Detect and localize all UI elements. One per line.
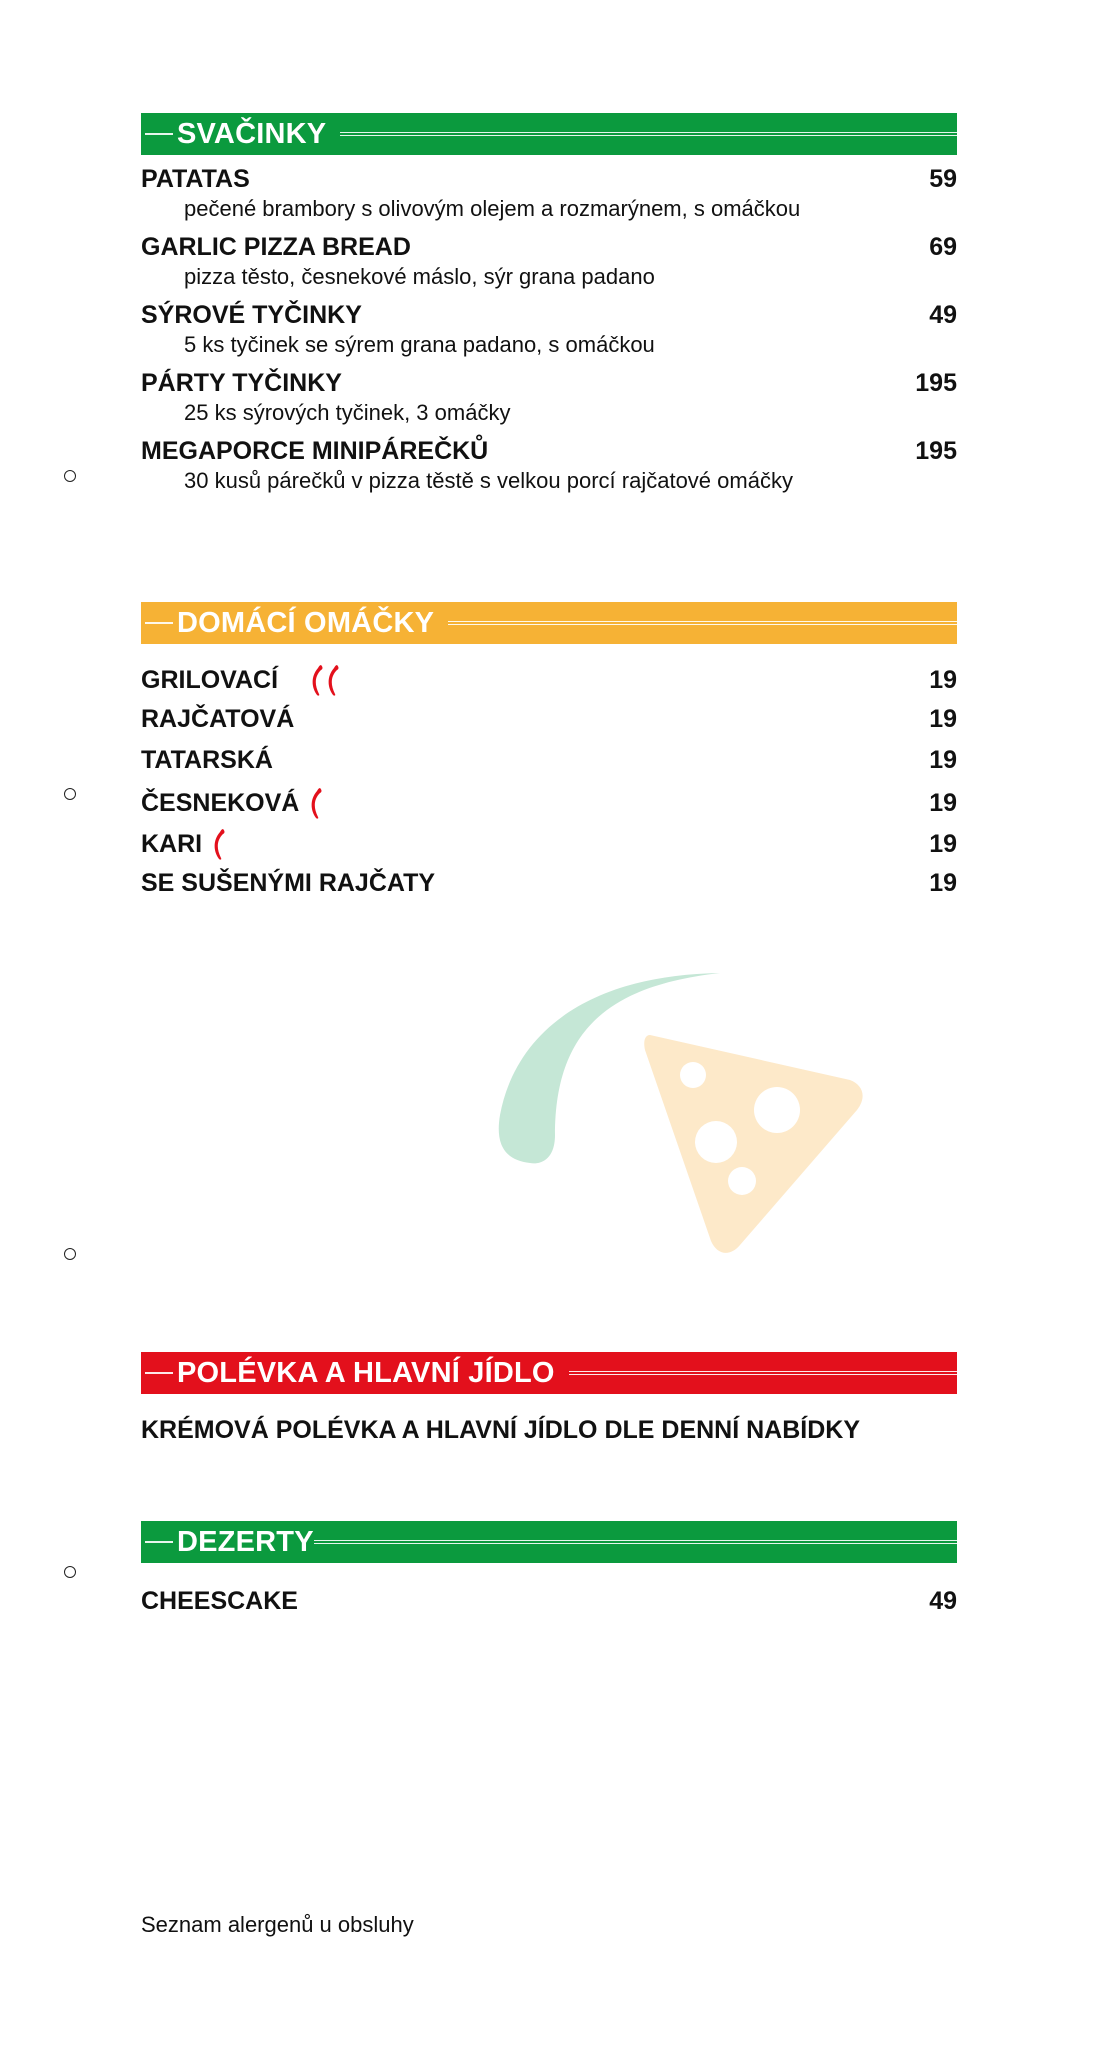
section-title: DOMÁCÍ OMÁČKY bbox=[177, 606, 435, 639]
section-sauces bbox=[141, 602, 957, 910]
chili-pepper-icon bbox=[311, 787, 325, 819]
pizza-slice-icon bbox=[495, 965, 875, 1265]
menu-item bbox=[141, 301, 957, 369]
section-snacks bbox=[141, 113, 957, 505]
item-name: SE SUŠENÝMI RAJČATY bbox=[141, 869, 436, 897]
item-price: 69 bbox=[929, 233, 957, 261]
item-price: 49 bbox=[929, 301, 957, 329]
menu-item bbox=[141, 437, 957, 505]
section-soup bbox=[141, 1352, 957, 1445]
item-description: 5 ks tyčinek se sýrem grana padano, s omáčkou bbox=[184, 332, 655, 357]
item-name: CHEESCAKE bbox=[141, 1587, 298, 1615]
section-desserts bbox=[141, 1521, 957, 1616]
binder-hole bbox=[64, 1248, 76, 1260]
item-price: 195 bbox=[915, 437, 957, 465]
menu-item bbox=[141, 664, 957, 705]
section-header bbox=[141, 1352, 957, 1394]
menu-item bbox=[141, 828, 957, 869]
soup-text: KRÉMOVÁ POLÉVKA A HLAVNÍ JÍDLO DLE DENNÍ NABÍDKY bbox=[141, 1416, 861, 1444]
section-header bbox=[141, 602, 957, 644]
item-price: 19 bbox=[929, 665, 957, 694]
item-description: pizza těsto, česnekové máslo, sýr grana padano bbox=[184, 264, 655, 289]
binder-hole bbox=[64, 470, 76, 482]
item-description: 30 kusů párečků v pizza těstě s velkou porcí rajčatové omáčky bbox=[184, 468, 793, 493]
menu-item bbox=[141, 746, 957, 787]
item-description: pečené brambory s olivovým olejem a rozmarýnem, s omáčkou bbox=[184, 196, 801, 221]
item-price: 19 bbox=[929, 705, 957, 733]
section-header bbox=[141, 1521, 957, 1563]
section-title: DEZERTY bbox=[177, 1525, 314, 1558]
item-name: RAJČATOVÁ bbox=[141, 705, 295, 733]
item-price: 19 bbox=[929, 788, 957, 817]
item-price: 195 bbox=[915, 369, 957, 397]
item-name: GRILOVACÍ bbox=[141, 664, 342, 696]
menu-item bbox=[141, 869, 957, 910]
chili-pepper-icon bbox=[312, 664, 342, 696]
menu-item bbox=[141, 165, 957, 233]
binder-hole bbox=[64, 1566, 76, 1578]
item-name: ČESNEKOVÁ bbox=[141, 787, 325, 819]
item-name: TATARSKÁ bbox=[141, 746, 273, 774]
menu-item bbox=[141, 787, 957, 828]
item-price: 19 bbox=[929, 829, 957, 858]
menu-item bbox=[141, 233, 957, 301]
menu-item bbox=[141, 1587, 957, 1616]
section-title: SVAČINKY bbox=[177, 117, 327, 150]
section-title: POLÉVKA A HLAVNÍ JÍDLO bbox=[177, 1356, 555, 1389]
allergen-note: Seznam alergenů u obsluhy bbox=[141, 1912, 414, 1937]
item-name: KARI bbox=[141, 828, 228, 860]
item-name: SÝROVÉ TYČINKY bbox=[141, 301, 362, 329]
item-name: PÁRTY TYČINKY bbox=[141, 369, 342, 397]
binder-hole bbox=[64, 788, 76, 800]
item-price: 49 bbox=[929, 1587, 957, 1615]
item-description: 25 ks sýrových tyčinek, 3 omáčky bbox=[184, 400, 511, 425]
item-price: 59 bbox=[929, 165, 957, 193]
chili-pepper-icon bbox=[214, 828, 228, 860]
item-price: 19 bbox=[929, 746, 957, 774]
menu-item bbox=[141, 369, 957, 437]
item-name: GARLIC PIZZA BREAD bbox=[141, 233, 411, 261]
item-name: MEGAPORCE MINIPÁREČKŮ bbox=[141, 437, 489, 465]
section-header bbox=[141, 113, 957, 155]
menu-item bbox=[141, 705, 957, 746]
item-price: 19 bbox=[929, 869, 957, 897]
item-name: PATATAS bbox=[141, 165, 250, 193]
